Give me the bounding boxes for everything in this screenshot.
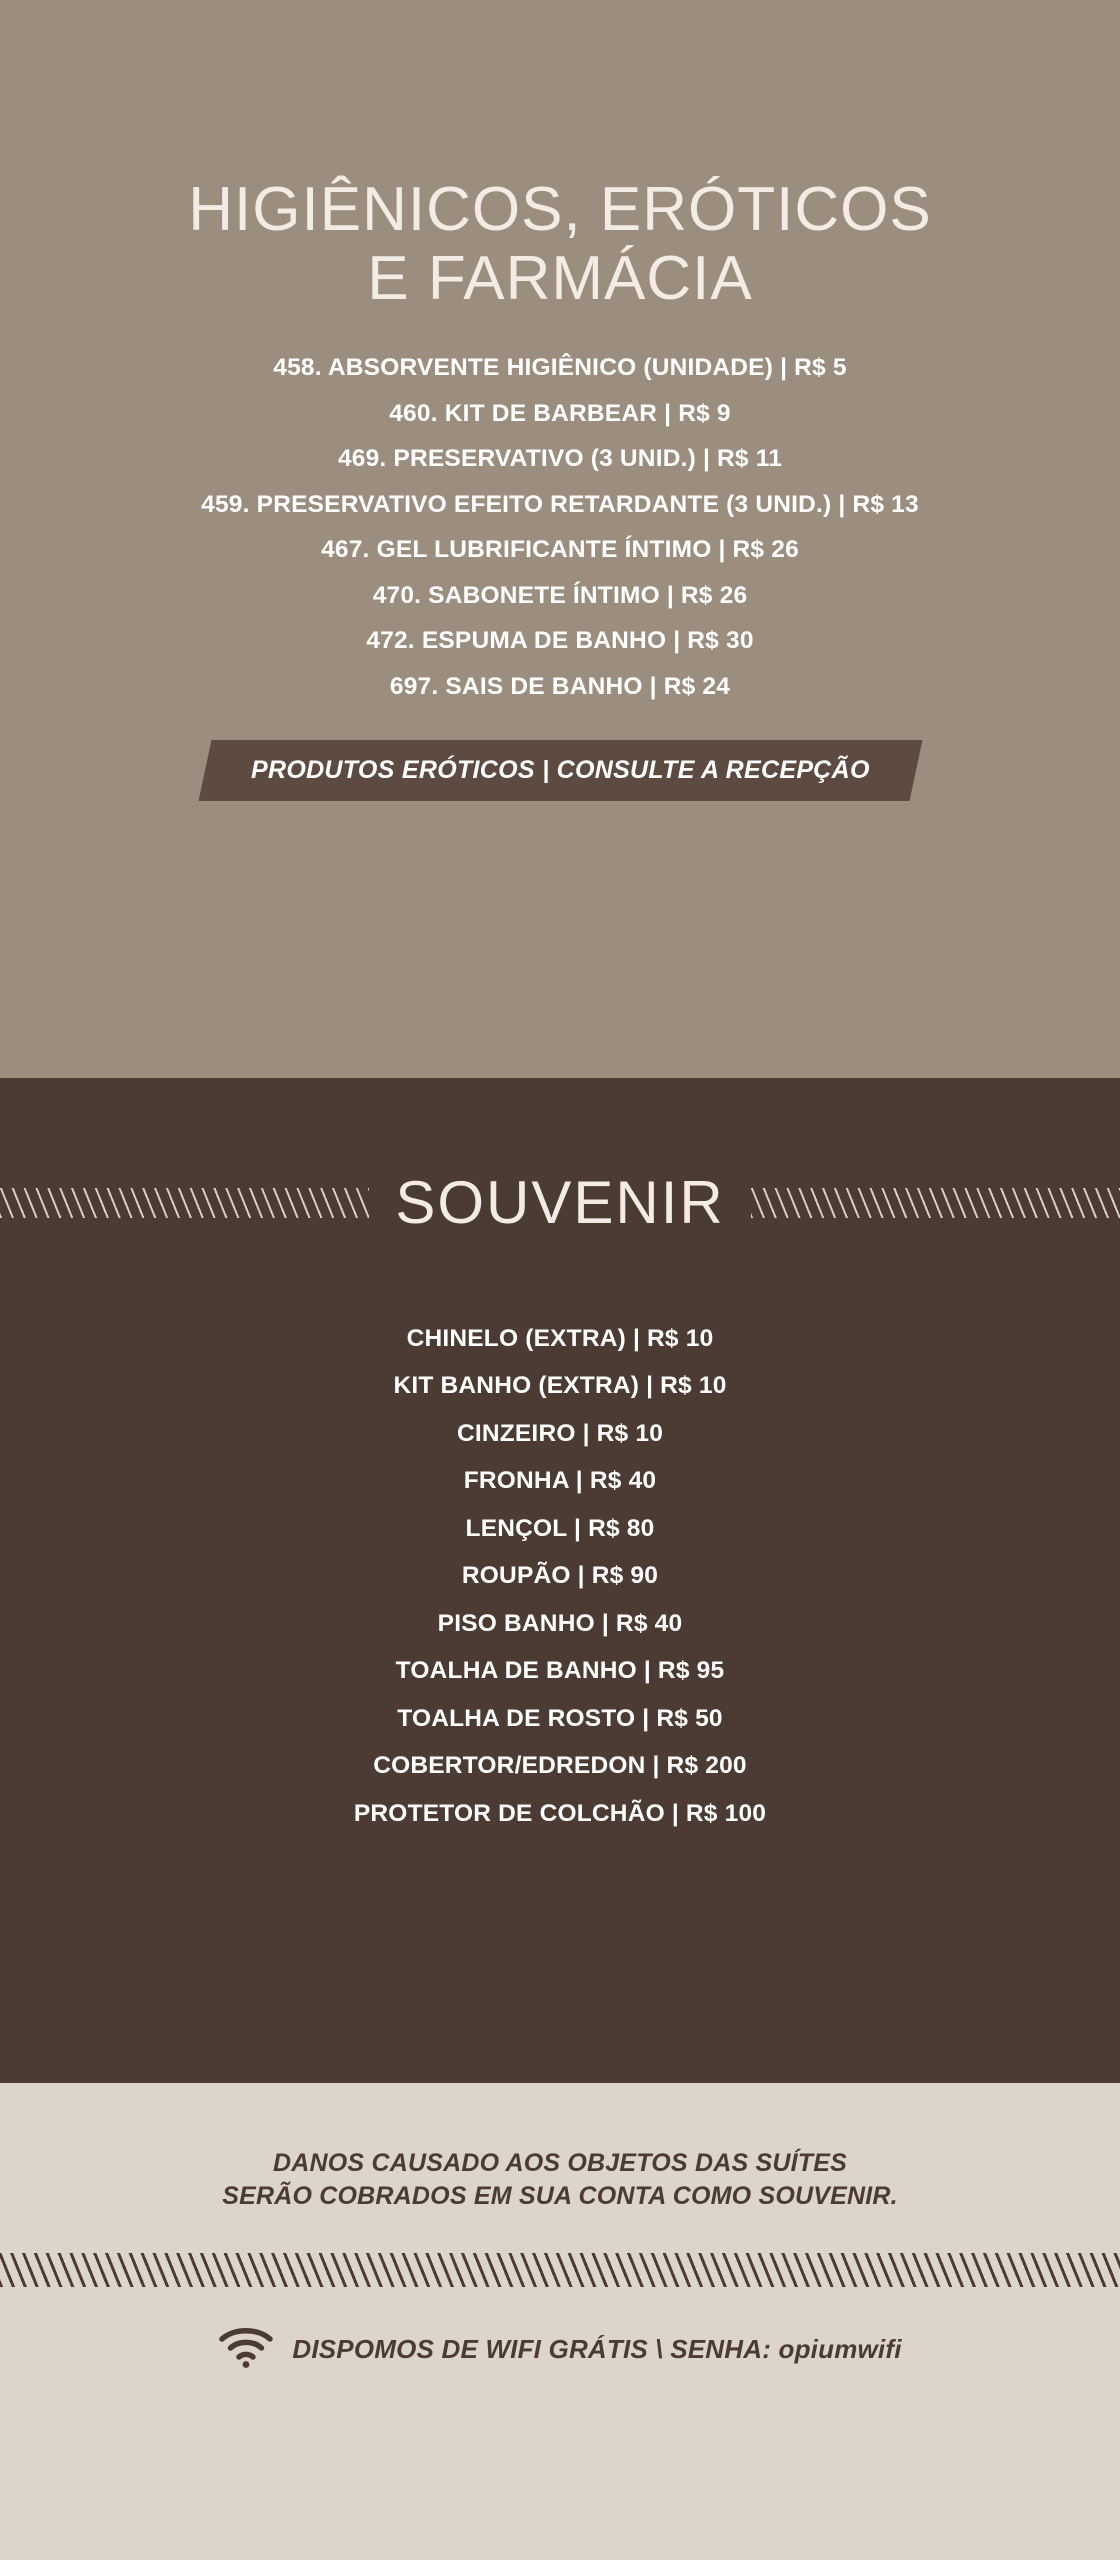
list-item: 458. ABSORVENTE HIGIÊNICO (UNIDADE) | R$ 5 <box>273 354 847 382</box>
wifi-info-row <box>0 2325 1120 2374</box>
list-item: ROUPÃO | R$ 90 <box>461 1562 659 1589</box>
erotic-products-banner <box>198 740 922 801</box>
list-item: 469. PRESERVATIVO (3 UNID.) | R$ 11 <box>337 445 783 473</box>
list-item: PROTETOR DE COLCHÃO | R$ 100 <box>353 1799 767 1827</box>
list-item: 460. KIT DE BARBEAR | R$ 9 <box>389 399 731 427</box>
list-item: FRONHA | R$ 40 <box>463 1467 657 1494</box>
list-item: TOALHA DE BANHO | R$ 95 <box>395 1657 725 1684</box>
souvenir-header <box>0 1158 1120 1248</box>
souvenir-title: SOUVENIR <box>395 1169 725 1236</box>
section-souvenir <box>0 1078 1120 2083</box>
erotic-banner-wrapper <box>0 740 1120 801</box>
souvenir-price-list <box>0 1315 1120 1838</box>
wifi-label: DISPOMOS DE WIFI GRÁTIS \ SENHA: opiumwifi <box>292 2334 902 2364</box>
section-hygiene <box>0 0 1120 1078</box>
list-item: 472. ESPUMA DE BANHO | R$ 30 <box>366 627 754 655</box>
list-item: PISO BANHO | R$ 40 <box>437 1609 683 1637</box>
list-item: 467. GEL LUBRIFICANTE ÍNTIMO | R$ 26 <box>321 536 799 564</box>
list-item: CINZEIRO | R$ 10 <box>456 1419 664 1447</box>
wifi-icon <box>218 2325 274 2374</box>
hygiene-title <box>0 175 1120 314</box>
damage-notice-line2: SERÃO COBRADOS EM SUA CONTA COMO SOUVENIR. <box>222 2182 898 2210</box>
list-item: LENÇOL | R$ 80 <box>465 1514 655 1542</box>
list-item: 459. PRESERVATIVO EFEITO RETARDANTE (3 UNID.) | R$ 13 <box>201 490 919 518</box>
list-item: 470. SABONETE ÍNTIMO | R$ 26 <box>372 581 748 609</box>
damage-notice-line1: DANOS CAUSADO AOS OBJETOS DAS SUÍTES <box>273 2149 847 2177</box>
hygiene-title-line2: E FARMÁCIA <box>367 244 753 314</box>
hygiene-title-line1: HIGIÊNICOS, ERÓTICOS <box>188 175 932 244</box>
list-item: KIT BANHO (EXTRA) | R$ 10 <box>393 1372 727 1399</box>
hygiene-price-list <box>0 346 1120 710</box>
list-item: TOALHA DE ROSTO | R$ 50 <box>397 1704 723 1732</box>
hatch-pattern-right-icon <box>751 1188 1120 1218</box>
hatch-pattern-left-icon <box>0 1188 369 1218</box>
list-item: 697. SAIS DE BANHO | R$ 24 <box>389 672 731 700</box>
erotic-products-banner-label: PRODUTOS ERÓTICOS | CONSULTE A RECEPÇÃO <box>250 755 870 784</box>
section-footer <box>0 2083 1120 2560</box>
list-item: CHINELO (EXTRA) | R$ 10 <box>406 1324 714 1352</box>
damage-notice <box>0 2147 1120 2213</box>
hatch-divider-icon <box>0 2253 1120 2287</box>
list-item: COBERTOR/EDREDON | R$ 200 <box>373 1752 747 1779</box>
